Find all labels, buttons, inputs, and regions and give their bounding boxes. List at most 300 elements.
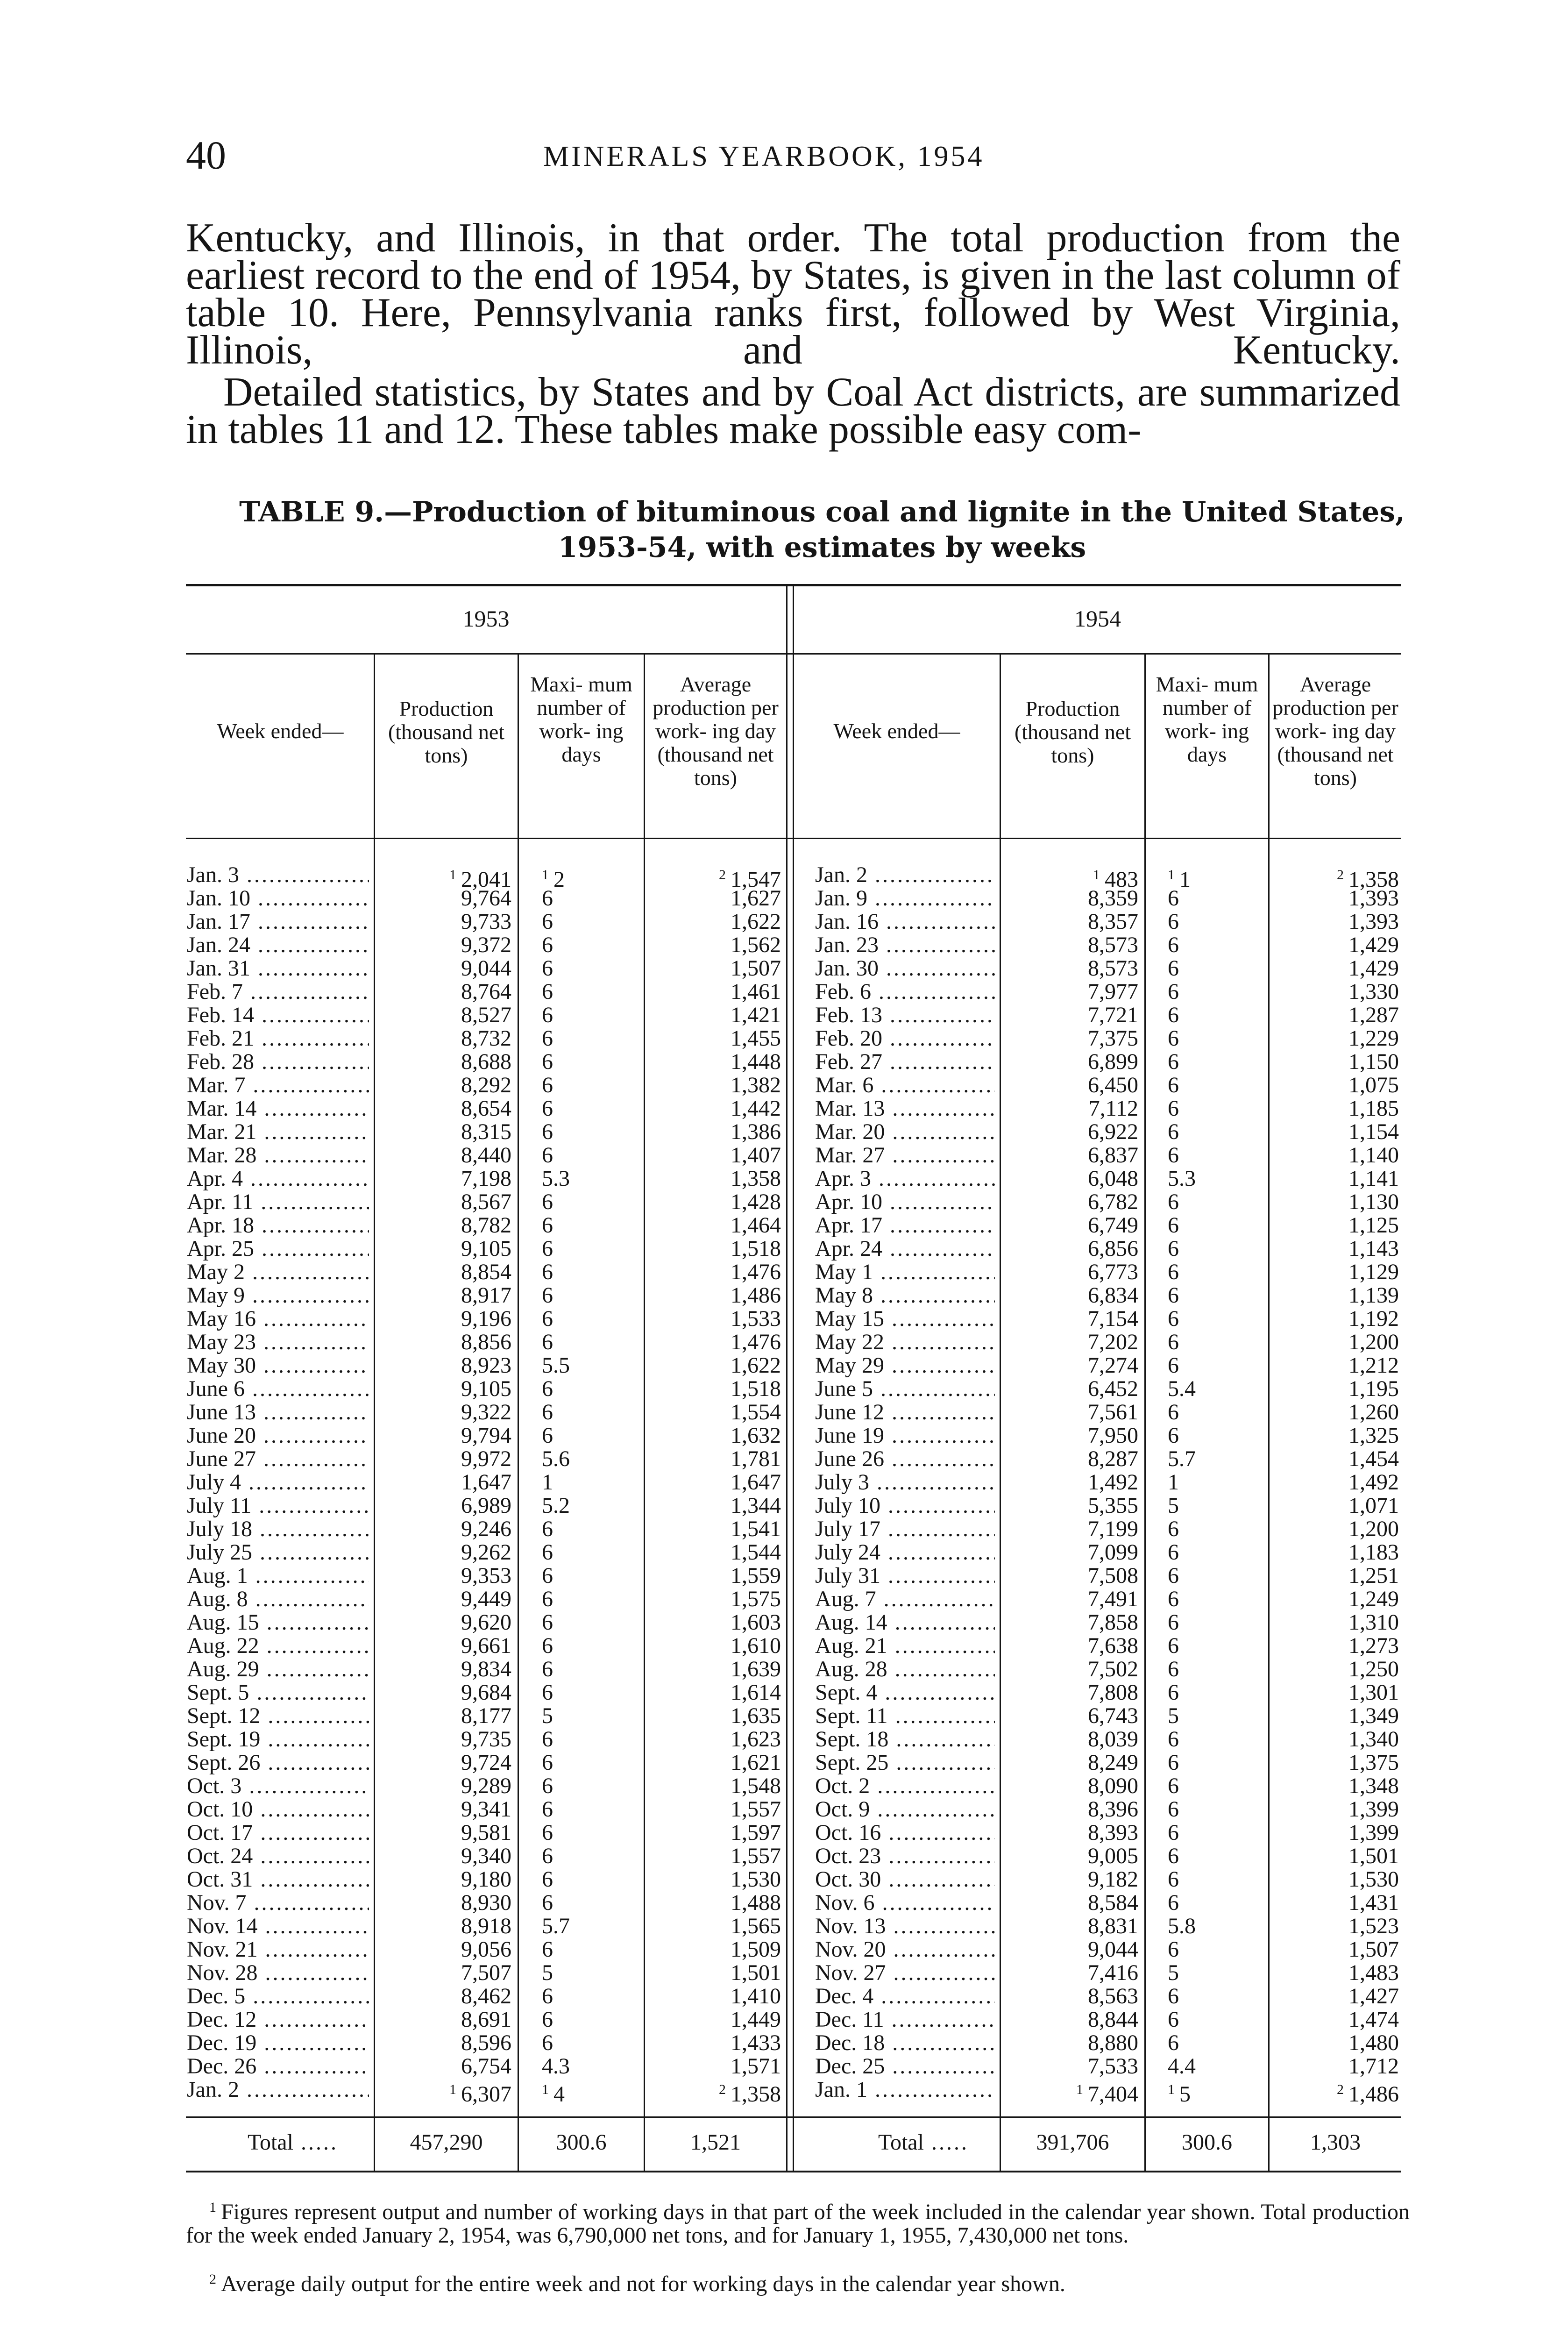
week-ended-1953 [187, 1097, 369, 1120]
working-days-1953-value: 6 [542, 1984, 553, 2008]
average-1953-value: 1,501 [731, 1960, 781, 1985]
week-ended-1954 [815, 1144, 995, 1167]
average-1954-value: 1,139 [1348, 1283, 1399, 1308]
working-days-1954 [1168, 1074, 1179, 1097]
working-days-1953 [542, 1517, 553, 1541]
week-ended-1954 [815, 1307, 995, 1331]
average-1953 [731, 1611, 781, 1634]
working-days-1954 [1168, 1237, 1179, 1261]
average-1954-value: 1,192 [1348, 1306, 1399, 1331]
week-ended-1953-value: Nov. 21 [187, 1938, 258, 1961]
production-1953-value: 8,596 [461, 2030, 511, 2055]
average-1953 [731, 1471, 781, 1494]
average-1953-value: 1,464 [731, 1213, 781, 1238]
week-ended-1953 [187, 957, 369, 980]
week-ended-1953-value: July 11 [187, 1494, 252, 1517]
week-ended-1953 [187, 887, 369, 910]
average-1954-value: 1,429 [1348, 956, 1399, 981]
production-1954-value: 5,355 [1088, 1493, 1138, 1518]
production-1954 [1088, 1050, 1138, 1074]
production-1954 [1088, 1658, 1138, 1681]
average-1954 [1348, 1237, 1399, 1261]
week-ended-1953 [187, 1447, 369, 1471]
average-1954 [1348, 1120, 1399, 1144]
footnote-1 [186, 2196, 1410, 2247]
working-days-1953 [542, 1401, 553, 1424]
working-days-1954-value: 6 [1168, 1049, 1179, 1074]
average-1954-value: 1,251 [1348, 1563, 1399, 1588]
week-ended-1953 [187, 1354, 369, 1377]
production-1954-value: 9,005 [1088, 1844, 1138, 1868]
week-ended-1954-value: Sept. 25 [815, 1751, 889, 1774]
average-1954-value: 1,141 [1348, 1166, 1399, 1191]
working-days-1953-value: 6 [542, 1844, 553, 1868]
production-1954-value: 8,249 [1088, 1750, 1138, 1775]
working-days-1954-value: 1 [1179, 867, 1191, 892]
working-days-1954 [1168, 1120, 1179, 1144]
week-ended-1954 [815, 1471, 995, 1494]
week-ended-1954-value: Oct. 2 [815, 1774, 870, 1798]
average-1953 [731, 887, 781, 910]
production-1954 [1088, 1331, 1138, 1354]
week-ended-1953-value: Apr. 25 [187, 1237, 254, 1261]
average-1954 [1348, 1424, 1399, 1447]
production-1953-value: 9,044 [461, 956, 511, 981]
average-1953-value: 1,541 [731, 1517, 781, 1541]
year-header-1953: 1953 [462, 605, 510, 632]
average-1954 [1348, 1915, 1399, 1938]
week-ended-1954 [815, 887, 995, 910]
average-1954 [1348, 1821, 1399, 1845]
working-days-1954 [1168, 1261, 1179, 1284]
week-ended-1954-value: Aug. 28 [815, 1658, 887, 1681]
average-1954-value: 1,183 [1348, 1540, 1399, 1565]
working-days-1953 [542, 1471, 553, 1494]
week-ended-1954-value: Oct. 23 [815, 1845, 881, 1868]
production-1954-value: 7,638 [1088, 1633, 1138, 1658]
working-days-1954 [1168, 1424, 1179, 1447]
average-1954-value: 1,130 [1348, 1189, 1399, 1214]
week-ended-1954 [815, 2008, 995, 2031]
production-1953-value: 8,654 [461, 1096, 511, 1121]
week-ended-1954-value: Jan. 30 [815, 957, 879, 980]
production-1954-value: 6,899 [1088, 1049, 1138, 1074]
week-ended-1953 [187, 1050, 369, 1074]
average-1953-value: 1,623 [731, 1727, 781, 1752]
working-days-1954-value: 6 [1168, 1096, 1179, 1121]
average-1953 [731, 1214, 781, 1237]
production-1953-value: 9,262 [461, 1540, 511, 1565]
average-1954 [1348, 1751, 1399, 1774]
production-1953-value: 9,733 [461, 909, 511, 934]
production-1954-value: 6,450 [1088, 1073, 1138, 1097]
production-1953-value: 9,620 [461, 1610, 511, 1635]
production-1953 [461, 1634, 511, 1658]
working-days-1954-value: 6 [1168, 1633, 1179, 1658]
average-1954 [1348, 1354, 1399, 1377]
week-ended-1954-value: May 8 [815, 1284, 873, 1307]
average-1953-value: 1,421 [731, 1003, 781, 1027]
week-ended-1953 [187, 1634, 369, 1658]
working-days-1954-value: 6 [1168, 1680, 1179, 1705]
week-ended-1953 [187, 1377, 369, 1401]
average-1954-value: 1,358 [1348, 867, 1399, 892]
total-label-1954: Total ..... [878, 2129, 969, 2155]
working-days-1954-value: 6 [1168, 1727, 1179, 1752]
paragraph-2: Detailed statistics, by States and by Coal Act districts, are summarized in tables 11 and 12. These tables make possible easy com- [186, 370, 1400, 452]
week-ended-1954-value: Nov. 20 [815, 1938, 886, 1961]
average-1953 [731, 1821, 781, 1845]
working-days-1953-value: 6 [542, 1283, 553, 1308]
week-ended-1953 [187, 1915, 369, 1938]
average-1954 [1348, 1050, 1399, 1074]
average-1954-value: 1,260 [1348, 1400, 1399, 1424]
average-1953-value: 1,565 [731, 1914, 781, 1938]
working-days-1954-value: 4.4 [1168, 2054, 1196, 2079]
working-days-1954-value: 5.8 [1168, 1914, 1196, 1938]
production-1954-value: 483 [1105, 867, 1138, 892]
working-days-1954-value: 6 [1168, 1563, 1179, 1588]
production-1954 [1089, 1097, 1138, 1120]
working-days-1953 [542, 1541, 553, 1564]
working-days-1953 [542, 1120, 553, 1144]
week-ended-1953-value: Feb. 21 [187, 1027, 254, 1050]
average-1953-value: 1,597 [731, 1820, 781, 1845]
week-ended-1954 [815, 1120, 995, 1144]
production-1954 [1088, 1074, 1138, 1097]
average-1953 [731, 1307, 781, 1331]
production-1953-value: 8,732 [461, 1026, 511, 1051]
week-ended-1953-value: May 2 [187, 1261, 245, 1284]
working-days-1954-value: 6 [1168, 1587, 1179, 1611]
working-days-1953 [542, 910, 553, 933]
average-1954-value: 1,287 [1348, 1003, 1399, 1027]
production-1954 [1088, 1868, 1138, 1891]
average-1953 [731, 1120, 781, 1144]
working-days-1953 [542, 1821, 553, 1845]
production-1954-value: 8,584 [1088, 1890, 1138, 1915]
week-ended-1953 [187, 863, 369, 887]
production-1954-value: 7,561 [1088, 1400, 1138, 1424]
week-ended-1953-value: Apr. 18 [187, 1214, 254, 1237]
working-days-1953-value: 6 [542, 1773, 553, 1798]
working-days-1953-value: 6 [542, 1236, 553, 1261]
week-ended-1953 [187, 1658, 369, 1681]
week-ended-1954 [815, 1634, 995, 1658]
week-ended-1953-value: Aug. 29 [187, 1658, 259, 1681]
average-1954-value: 1,501 [1348, 1844, 1399, 1868]
footnote-mark: 1 [1168, 2082, 1175, 2097]
production-1953-value: 9,322 [461, 1400, 511, 1424]
week-ended-1953-value: Mar. 7 [187, 1074, 246, 1097]
week-ended-1953-value: Oct. 10 [187, 1798, 253, 1821]
working-days-1954-value: 6 [1168, 1400, 1179, 1424]
working-days-1954-value: 5.7 [1168, 1446, 1196, 1471]
week-ended-1954-value: May 15 [815, 1307, 884, 1331]
working-days-1954-value: 6 [1168, 956, 1179, 981]
production-1954 [1088, 1167, 1138, 1190]
production-1953-value: 8,527 [461, 1003, 511, 1027]
average-1953-value: 1,557 [731, 1797, 781, 1822]
production-1953 [461, 1447, 511, 1471]
average-1953-value: 1,518 [731, 1376, 781, 1401]
week-ended-1953-value: May 9 [187, 1284, 245, 1307]
average-1954-value: 1,375 [1348, 1750, 1399, 1775]
week-ended-1954 [815, 1354, 995, 1377]
production-1953-value: 8,930 [461, 1890, 511, 1915]
production-1953-value: 9,794 [461, 1423, 511, 1448]
production-1954-value: 7,375 [1088, 1026, 1138, 1051]
week-ended-1953-value: Jan. 24 [187, 933, 250, 957]
production-1954 [1088, 1915, 1138, 1938]
week-ended-1953-value: May 30 [187, 1354, 256, 1377]
week-ended-1953 [187, 1120, 369, 1144]
week-ended-1954-value: July 10 [815, 1494, 881, 1517]
footnote-mark: 2 [719, 867, 726, 883]
production-1954-value: 8,359 [1088, 886, 1138, 911]
working-days-1954-value: 6 [1168, 1003, 1179, 1027]
production-1954 [1088, 1004, 1138, 1027]
working-days-1954-value: 6 [1168, 1119, 1179, 1144]
col-rule [1268, 653, 1270, 2171]
week-ended-1953-value: Apr. 4 [187, 1167, 243, 1190]
working-days-1953 [542, 1144, 553, 1167]
average-1954-value: 1,507 [1348, 1937, 1399, 1962]
production-1954-value: 7,404 [1088, 2082, 1138, 2107]
working-days-1954 [1168, 1517, 1179, 1541]
production-1953 [461, 1190, 511, 1214]
week-ended-1954 [815, 1377, 995, 1401]
production-1953-value: 9,372 [461, 933, 511, 957]
working-days-1954-value: 5 [1168, 1493, 1179, 1518]
production-1953-value: 8,856 [461, 1330, 511, 1354]
week-ended-1954-value: Oct. 9 [815, 1798, 870, 1821]
average-1953 [731, 2055, 781, 2078]
week-ended-1954 [815, 1517, 995, 1541]
average-1954-value: 1,399 [1348, 1820, 1399, 1845]
week-ended-1954 [815, 1050, 995, 1074]
average-1954 [1348, 1938, 1399, 1961]
production-1954 [1088, 1307, 1138, 1331]
year-header-1954: 1954 [1074, 605, 1121, 632]
production-1954 [1088, 1237, 1138, 1261]
working-days-1954 [1168, 1214, 1179, 1237]
working-days-1953 [542, 1004, 553, 1027]
working-days-1954-value: 6 [1168, 2030, 1179, 2055]
week-ended-1954-value: Nov. 27 [815, 1961, 886, 1985]
average-1954 [1348, 1097, 1399, 1120]
production-1953-value: 8,691 [461, 2007, 511, 2032]
production-1954-value: 8,039 [1088, 1727, 1138, 1752]
average-1954-value: 1,429 [1348, 933, 1399, 957]
average-1954-value: 1,492 [1348, 1470, 1399, 1495]
working-days-1954 [1168, 1915, 1196, 1938]
week-ended-1954-value: July 17 [815, 1517, 881, 1541]
working-days-1953-value: 5.5 [542, 1353, 570, 1378]
production-1954-value: 1,492 [1088, 1470, 1138, 1495]
average-1953 [731, 1751, 781, 1774]
production-1954-value: 6,837 [1088, 1143, 1138, 1168]
week-ended-1954-value: Aug. 7 [815, 1588, 876, 1611]
average-1953-value: 1,486 [731, 1283, 781, 1308]
production-1954 [1088, 887, 1138, 910]
average-1953 [731, 1190, 781, 1214]
average-1953 [731, 2031, 781, 2055]
working-days-1953-value: 5.7 [542, 1914, 570, 1938]
average-1954-value: 1,325 [1348, 1423, 1399, 1448]
week-ended-1953 [187, 1541, 369, 1564]
working-days-1953 [542, 1985, 553, 2008]
average-1954 [1348, 1704, 1399, 1728]
average-1953-value: 1,407 [731, 1143, 781, 1168]
production-1953 [461, 957, 511, 980]
week-ended-1953-value: Nov. 28 [187, 1961, 258, 1985]
working-days-1954 [1168, 1494, 1179, 1517]
working-days-1954 [1168, 1938, 1179, 1961]
average-1953 [731, 933, 781, 957]
average-1954 [1348, 2055, 1399, 2078]
production-1954-value: 8,287 [1088, 1446, 1138, 1471]
average-1954 [1348, 1728, 1399, 1751]
average-1953-value: 1,455 [731, 1026, 781, 1051]
production-1954-value: 9,044 [1088, 1937, 1138, 1962]
working-days-1953-value: 5.2 [542, 1493, 570, 1518]
production-1953 [461, 1307, 511, 1331]
average-1953-value: 1,507 [731, 956, 781, 981]
week-ended-1954 [815, 863, 995, 887]
working-days-1953 [542, 2031, 553, 2055]
week-ended-1954 [815, 1424, 995, 1447]
production-1954-value: 8,396 [1088, 1797, 1138, 1822]
average-1953 [731, 1845, 781, 1868]
working-days-1954-value: 6 [1168, 1773, 1179, 1798]
production-1954-value: 7,491 [1088, 1587, 1138, 1611]
average-1954-value: 1,273 [1348, 1633, 1399, 1658]
production-1953 [461, 1120, 511, 1144]
week-ended-1954 [815, 1845, 995, 1868]
average-1953 [731, 1331, 781, 1354]
week-ended-1953-value: Jan. 31 [187, 957, 250, 980]
average-1953 [731, 1494, 781, 1517]
week-ended-1953-value: Jan. 10 [187, 887, 250, 910]
average-1953-value: 1,562 [731, 933, 781, 957]
col-header-max-days-1953: Maxi- mum number of work- ing days [530, 672, 632, 766]
week-ended-1953-value: Aug. 15 [187, 1611, 259, 1634]
average-1953-value: 1,632 [731, 1423, 781, 1448]
average-1954 [1348, 1167, 1399, 1190]
working-days-1953-value: 6 [542, 1306, 553, 1331]
week-ended-1954-value: June 5 [815, 1377, 873, 1401]
production-1954-value: 7,950 [1088, 1423, 1138, 1448]
average-1953 [731, 910, 781, 933]
production-1954 [1088, 1424, 1138, 1447]
week-ended-1954 [815, 1027, 995, 1050]
working-days-1954 [1168, 980, 1179, 1004]
average-1954-value: 1,348 [1348, 1773, 1399, 1798]
average-1954 [1348, 1611, 1399, 1634]
week-ended-1953-value: Sept. 26 [187, 1751, 261, 1774]
average-1953-value: 1,428 [731, 1189, 781, 1214]
average-1953 [731, 1284, 781, 1307]
working-days-1954 [1168, 1284, 1179, 1307]
week-ended-1954 [815, 1401, 995, 1424]
working-days-1953-value: 1 [542, 1470, 553, 1495]
working-days-1954-value: 6 [1168, 909, 1179, 934]
working-days-1953 [542, 1494, 570, 1517]
production-1954 [1088, 1938, 1138, 1961]
working-days-1954 [1168, 1868, 1179, 1891]
average-1953-value: 1,610 [731, 1633, 781, 1658]
average-1954 [1348, 1634, 1399, 1658]
average-1954 [1348, 1891, 1399, 1915]
week-ended-1954 [815, 1704, 995, 1728]
week-ended-1953-value: Jan. 2 [187, 2078, 239, 2101]
week-ended-1953-value: Mar. 14 [187, 1097, 257, 1120]
working-days-1954-value: 6 [1168, 1610, 1179, 1635]
average-1954 [1348, 1027, 1399, 1050]
working-days-1953-value: 6 [542, 1143, 553, 1168]
week-ended-1954 [815, 1961, 995, 1985]
week-ended-1954-value: July 3 [815, 1471, 870, 1494]
footnote-mark: 1 [449, 867, 456, 883]
average-1953-value: 1,386 [731, 1119, 781, 1144]
production-1954 [1088, 1985, 1138, 2008]
week-ended-1954-value: June 19 [815, 1424, 884, 1447]
production-1953-value: 8,782 [461, 1213, 511, 1238]
average-1954 [1348, 1471, 1399, 1494]
production-1953-value: 7,198 [461, 1166, 511, 1191]
working-days-1953-value: 6 [542, 1400, 553, 1424]
week-ended-1954-value: Apr. 10 [815, 1190, 882, 1214]
production-1953 [461, 1074, 511, 1097]
week-ended-1953 [187, 1261, 369, 1284]
working-days-1953-value: 6 [542, 1260, 553, 1284]
average-1953 [731, 1401, 781, 1424]
working-days-1953-value: 6 [542, 1003, 553, 1027]
week-ended-1953-value: Sept. 12 [187, 1704, 261, 1728]
production-1953 [461, 1821, 511, 1845]
average-1954 [1348, 980, 1399, 1004]
working-days-1953-value: 6 [542, 979, 553, 1004]
average-1953-value: 1,518 [731, 1236, 781, 1261]
average-1953-value: 1,571 [731, 2054, 781, 2079]
average-1954 [1348, 1401, 1399, 1424]
footnote-mark: 2 [719, 2082, 726, 2097]
average-1954-value: 1,480 [1348, 2030, 1399, 2055]
working-days-1954 [1168, 957, 1179, 980]
average-1953 [731, 1004, 781, 1027]
working-days-1953-value: 6 [542, 1563, 553, 1588]
working-days-1954-value: 6 [1168, 1423, 1179, 1448]
working-days-1953 [542, 1704, 553, 1728]
working-days-1953-value: 6 [542, 933, 553, 957]
week-ended-1954-value: Dec. 25 [815, 2055, 885, 2078]
week-ended-1953-value: Oct. 31 [187, 1868, 253, 1891]
production-1954 [1088, 1845, 1138, 1868]
week-ended-1954 [815, 1798, 995, 1821]
production-1953 [461, 1261, 511, 1284]
average-1953-value: 1,781 [731, 1446, 781, 1471]
average-1953 [731, 980, 781, 1004]
average-1953-value: 1,554 [731, 1400, 781, 1424]
average-1954-value: 1,229 [1348, 1026, 1399, 1051]
production-1954 [1088, 1728, 1138, 1751]
production-1954 [1088, 1471, 1138, 1494]
week-ended-1953-value: Nov. 14 [187, 1915, 258, 1938]
production-1954 [1088, 1774, 1138, 1798]
production-1953-value: 9,661 [461, 1633, 511, 1658]
working-days-1954 [1168, 1027, 1179, 1050]
